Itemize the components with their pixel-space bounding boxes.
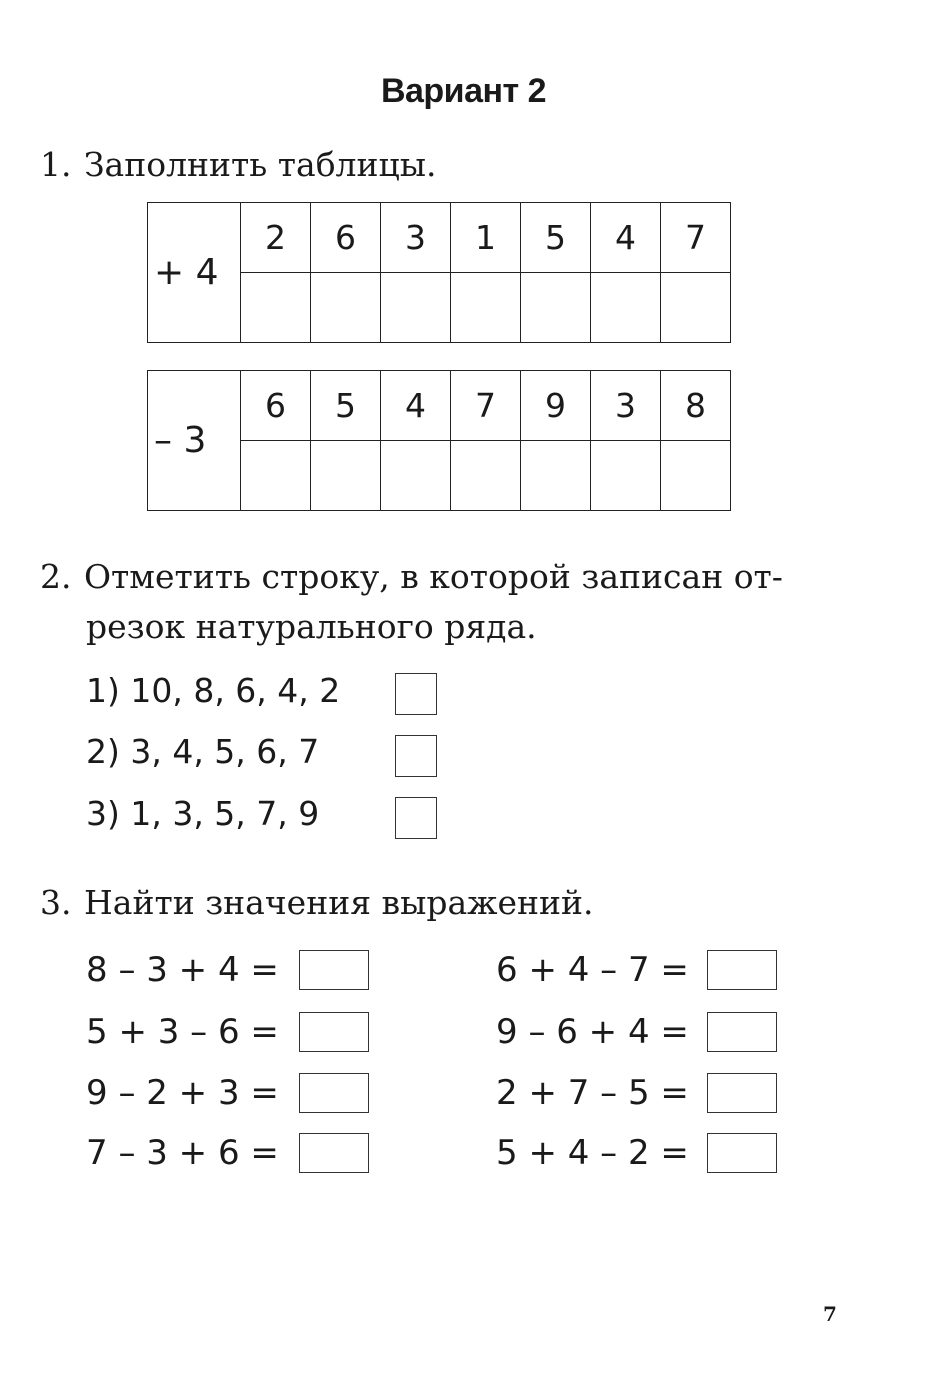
- expression: 8 – 3 + 4 =: [86, 950, 279, 990]
- answer-box[interactable]: [299, 950, 369, 990]
- answer-box[interactable]: [299, 1133, 369, 1173]
- expression: 7 – 3 + 6 =: [86, 1133, 279, 1173]
- answer-box[interactable]: [707, 1012, 777, 1052]
- answer-cell[interactable]: [591, 441, 661, 511]
- table-value: 6: [311, 203, 381, 273]
- task-1-heading: [40, 140, 437, 190]
- answer-cell[interactable]: [311, 273, 381, 343]
- answer-cell[interactable]: [241, 273, 311, 343]
- expression: 6 + 4 – 7 =: [496, 950, 689, 990]
- answer-cell[interactable]: [661, 441, 731, 511]
- answer-cell[interactable]: [311, 441, 381, 511]
- option-3-checkbox[interactable]: [395, 797, 437, 839]
- answer-cell[interactable]: [451, 273, 521, 343]
- task-text-line2: резок натурального ряда.: [86, 607, 537, 646]
- answer-box[interactable]: [707, 1133, 777, 1173]
- answer-box[interactable]: [707, 1073, 777, 1113]
- table-value: 5: [521, 203, 591, 273]
- task-text: Найти значения выражений.: [84, 883, 594, 922]
- table-value: 6: [241, 371, 311, 441]
- table-value: 4: [381, 371, 451, 441]
- answer-cell[interactable]: [521, 273, 591, 343]
- task-number: 3.: [40, 883, 72, 922]
- option-2-checkbox[interactable]: [395, 735, 437, 777]
- table-value: 4: [591, 203, 661, 273]
- task-number: 2.: [40, 557, 72, 596]
- task-2-heading: [40, 552, 783, 652]
- addition-table: [147, 202, 731, 343]
- expression: 9 – 6 + 4 =: [496, 1012, 689, 1052]
- answer-cell[interactable]: [521, 441, 591, 511]
- table-operation: + 4: [148, 203, 241, 343]
- answer-cell[interactable]: [661, 273, 731, 343]
- answer-cell[interactable]: [451, 441, 521, 511]
- task-3-heading: [40, 878, 594, 928]
- table-value: 7: [451, 371, 521, 441]
- expression: 5 + 4 – 2 =: [496, 1133, 689, 1173]
- option-3-label: 3) 1, 3, 5, 7, 9: [86, 794, 320, 833]
- table-value: 1: [451, 203, 521, 273]
- answer-cell[interactable]: [381, 441, 451, 511]
- option-1-checkbox[interactable]: [395, 673, 437, 715]
- table-value: 2: [241, 203, 311, 273]
- page-title: Вариант 2: [380, 72, 547, 110]
- task-text-line1: Отметить строку, в которой записан от-: [84, 557, 783, 596]
- page-number: 7: [823, 1302, 837, 1326]
- answer-cell[interactable]: [381, 273, 451, 343]
- answer-cell[interactable]: [591, 273, 661, 343]
- option-1-label: 1) 10, 8, 6, 4, 2: [86, 671, 341, 710]
- subtraction-table: [147, 370, 731, 511]
- table-operation: – 3: [148, 371, 241, 511]
- table-value: 3: [591, 371, 661, 441]
- answer-box[interactable]: [299, 1073, 369, 1113]
- expression: 2 + 7 – 5 =: [496, 1073, 689, 1113]
- task-text: Заполнить таблицы.: [84, 145, 437, 184]
- table-value: 5: [311, 371, 381, 441]
- answer-box[interactable]: [707, 950, 777, 990]
- table-value: 9: [521, 371, 591, 441]
- table-value: 3: [381, 203, 451, 273]
- table-value: 7: [661, 203, 731, 273]
- expression: 9 – 2 + 3 =: [86, 1073, 279, 1113]
- answer-cell[interactable]: [241, 441, 311, 511]
- option-2-label: 2) 3, 4, 5, 6, 7: [86, 732, 320, 771]
- expression: 5 + 3 – 6 =: [86, 1012, 279, 1052]
- answer-box[interactable]: [299, 1012, 369, 1052]
- task-number: 1.: [40, 145, 72, 184]
- table-value: 8: [661, 371, 731, 441]
